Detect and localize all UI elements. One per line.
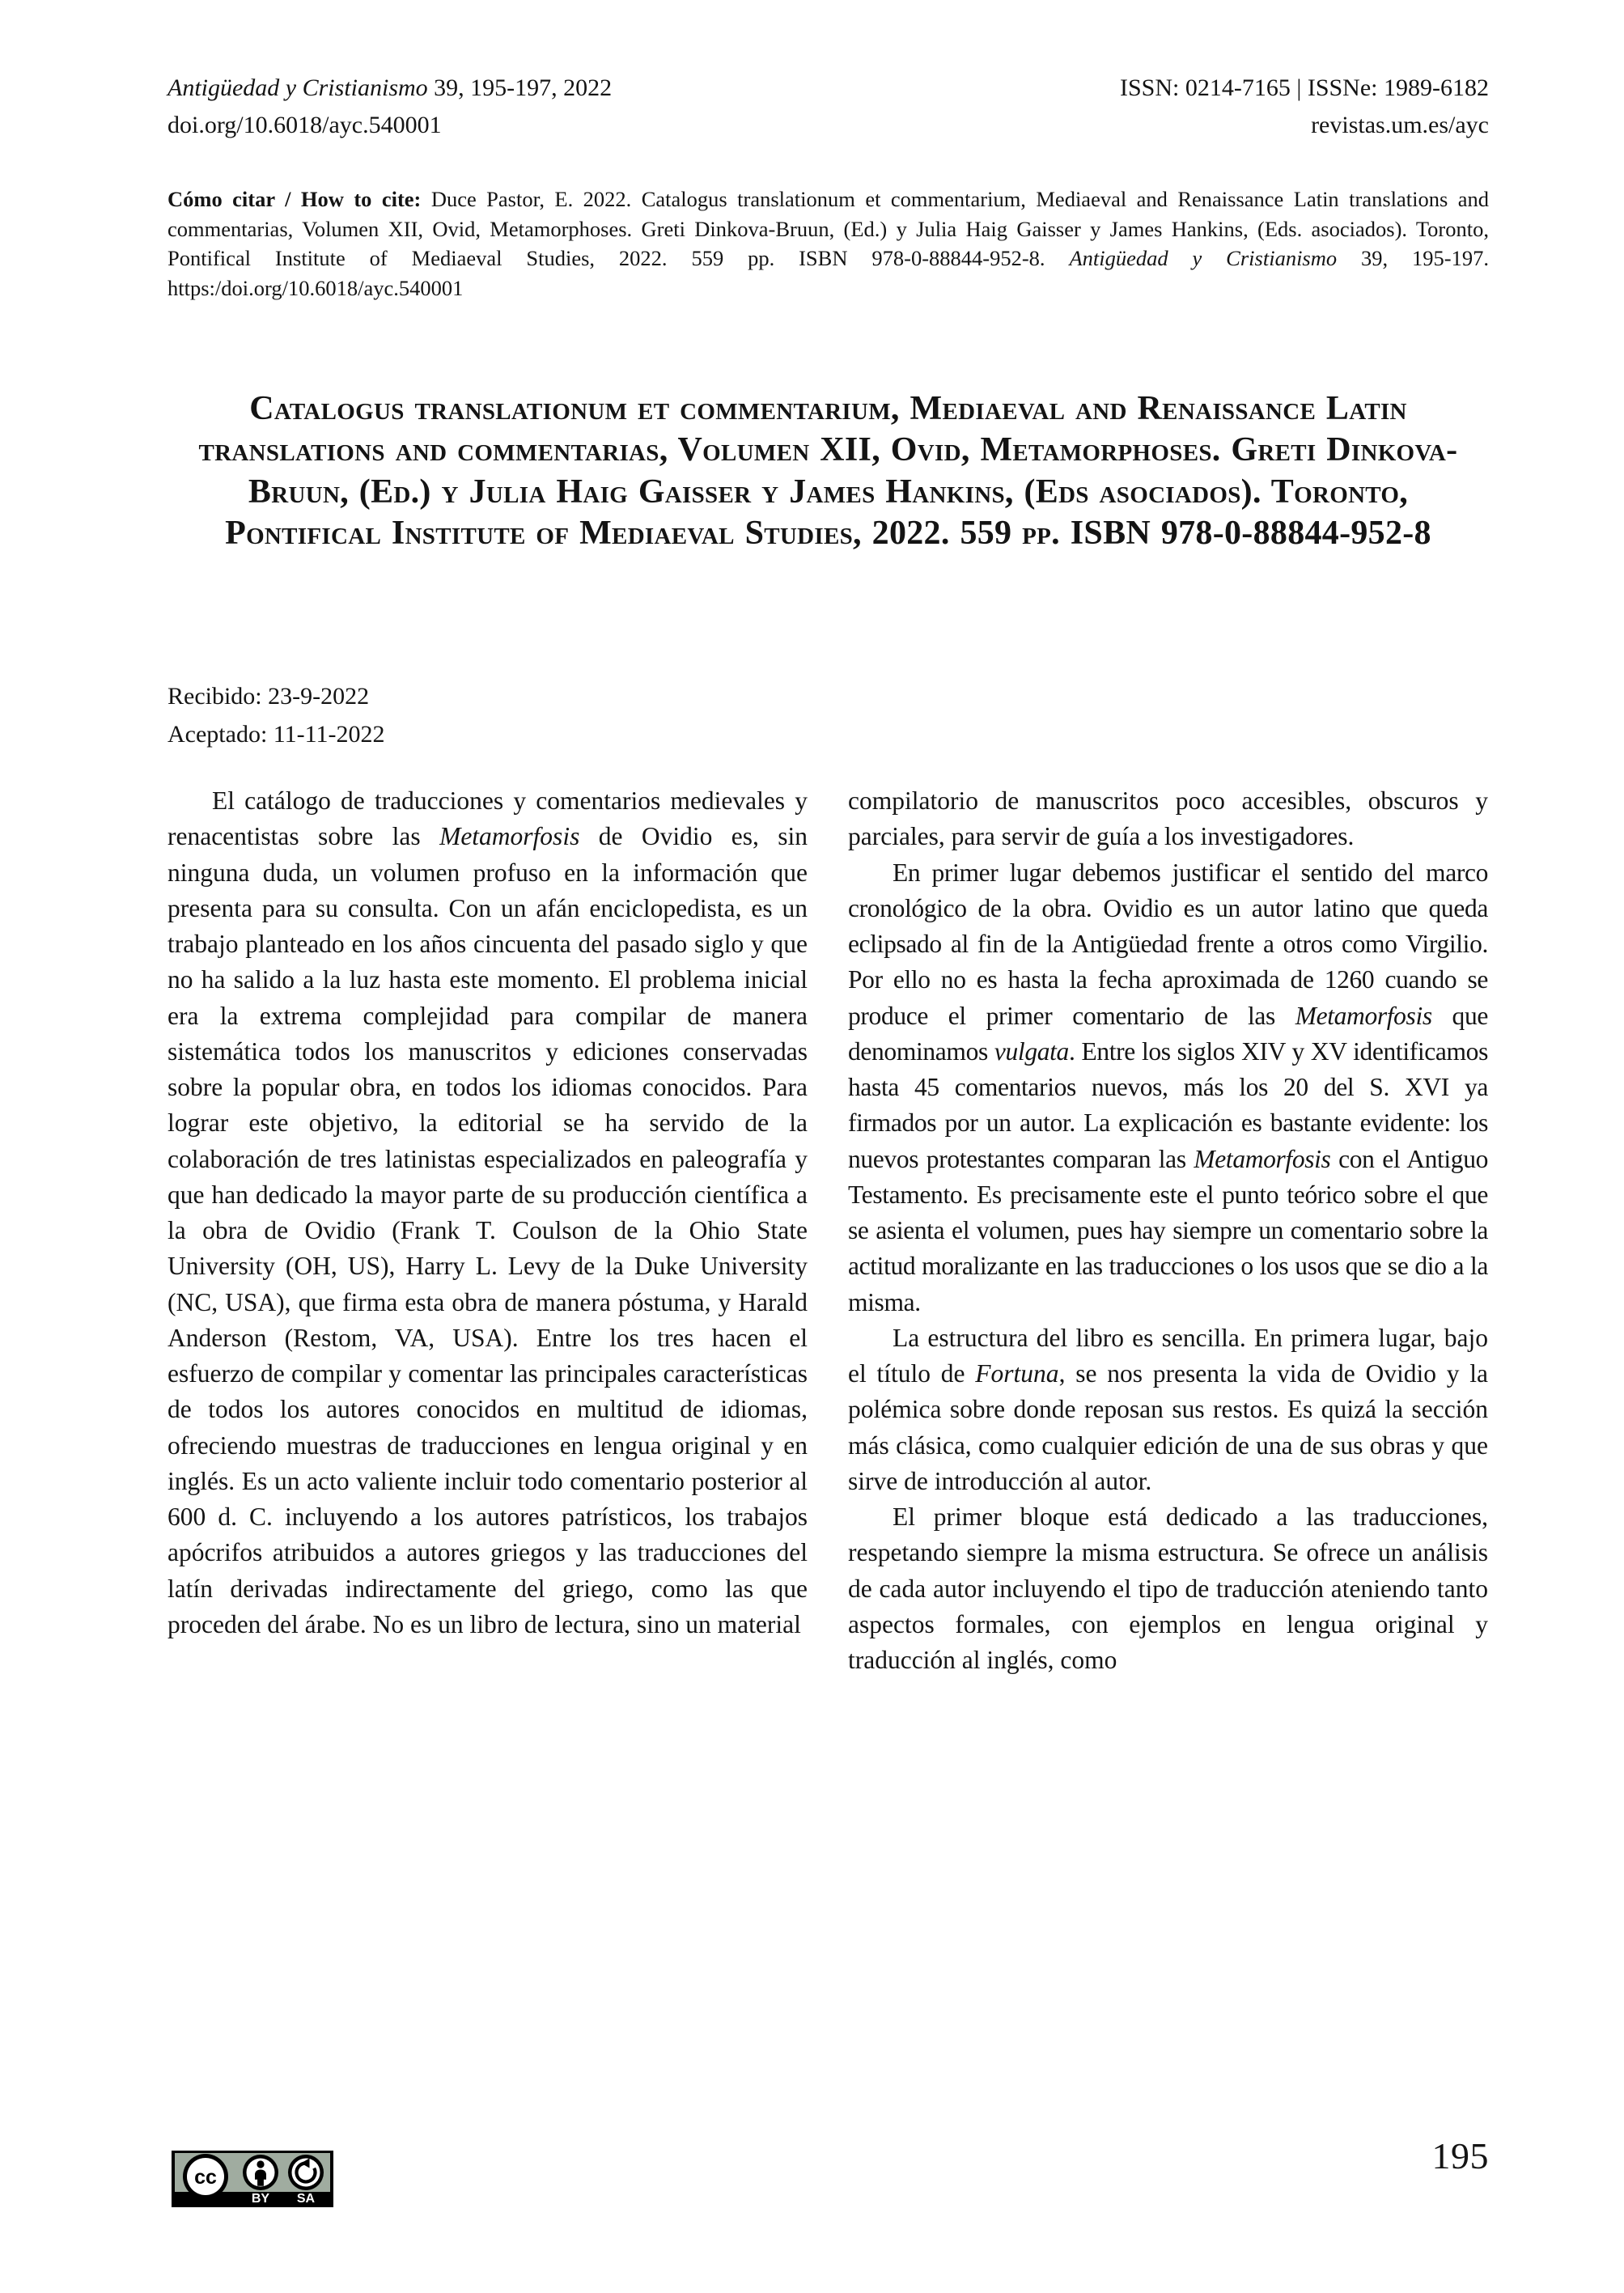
cc-by-sa-license-badge[interactable] xyxy=(172,2151,333,2207)
how-to-cite-label: Cómo citar / How to cite: xyxy=(167,187,422,211)
paragraph-2-italic-metamorfosis-2: Metamorfosis xyxy=(1194,1144,1331,1173)
paragraph-1 xyxy=(167,783,808,1642)
how-to-cite-block xyxy=(167,184,1489,303)
paragraph-3-text-a: La estructura del libro es sencilla. En primera lugar, bajo el título de xyxy=(848,1323,1488,1388)
paragraph-2 xyxy=(848,855,1488,1320)
paragraph-3 xyxy=(848,1320,1488,1499)
article-body xyxy=(167,783,1489,2086)
journal-volume-pages-year: 39, 195-197, 2022 xyxy=(427,74,613,101)
journal-citation-line xyxy=(167,70,612,107)
paragraph-2-text-c: . Entre los siglos XIV y XV identificamos hasta 45 comentarios nuevos, más los 20 del S. XVI ya firmados por un autor. La explicación es bastante evidente: los nuevos protestantes comparan las xyxy=(848,1036,1488,1173)
how-to-cite-text-part-2: 39, 195-197. https:/doi.org/10.6018/ayc.540001 xyxy=(167,246,1490,300)
paragraph-1-text-b: de Ovidio es, sin ninguna duda, un volumen profuso en la información que presenta para su consulta. Con un afán enciclopedista, es un trabajo planteado en los años cincuenta del pasado siglo y que no ha salido a la luz hasta este momento. El problema inicial era la extrema complejidad para compilar de manera sistemática todos los manuscritos y ediciones conservadas sobre la popular obra, en todos los idiomas conocidos. Para lograr este objetivo, la editorial se ha servido de la colaboración de tres latinistas especializados en paleografía y que han dedicado la mayor parte de su producción científica a la obra de Ovidio (Frank T. Coulson de la Ohio State University (OH, US), Harry L. Levy de la Duke University (NC, USA), que firma esta obra de manera póstuma, y Harald Anderson (Restom, VA, USA). Entre los tres hacen el esfuerzo de compilar y comentar las principales características de todos los autores conocidos en multitud de idiomas, ofreciendo muestras de traducciones en lengua original y en inglés. Es un acto valiente incluir todo comentario posterior al 600 d. C. incluyendo a los autores patrísticos, los trabajos apócrifos atribuidos a autores griegos y las traducciones del latín derivadas indirectamente del griego, como las que proceden del árabe. No es un libro de lectura, sino un material xyxy=(167,822,808,1638)
journal-name: Antigüedad y Cristianismo xyxy=(167,74,428,101)
page-footer xyxy=(0,2120,1624,2282)
paragraph-1-continuation: compilatorio de manuscritos poco accesibles, obscuros y parciales, para servir de guía a los investigadores. xyxy=(848,786,1488,851)
svg-text:BY: BY xyxy=(251,2192,270,2206)
paragraph-1-text-a: El catálogo de traducciones y comentarios medievales y renacentistas sobre las xyxy=(167,786,808,851)
svg-text:SA: SA xyxy=(296,2192,316,2206)
masthead xyxy=(167,70,1489,143)
masthead-row-2 xyxy=(167,107,1489,144)
masthead-row-1 xyxy=(167,70,1489,107)
date-accepted: Aceptado: 11-11-2022 xyxy=(167,720,385,748)
body-column-left xyxy=(167,783,808,2086)
cc-by-sa-icon xyxy=(172,2151,333,2207)
paragraph-2-text-a: En primer lugar debemos justificar el sentido del marco cronológico de la obra. Ovidio es un autor latino que queda eclipsado al fin de la Antigüedad frente a otros como Virgilio. Por ello no es hasta la fecha aproximada de 1260 cuando se produce el primer comentario de las xyxy=(848,858,1488,1030)
how-to-cite-text-part-1: Duce Pastor, E. 2022. Catalogus translationum et commentarium, Mediaeval and Renaissance Latin translations and commentarias, Volumen XII, Ovid, Metamorphoses. Greti Dinkova-Bruun, (Ed.) y Julia Haig Gaisser y James Hankins, (Eds. asociados). Toronto, Pontifical Institute of Mediaeval Studies, 2022. 559 pp. ISBN 978-0-88844-952-8. xyxy=(167,187,1490,271)
paragraph-2-text-d: con el Antiguo Testamento. Es precisamente este el punto teórico sobre el que se asienta el volumen, pues hay siempre un comentario sobre la actitud moralizante en las traducciones o los usos que se dio a la misma. xyxy=(848,1144,1489,1316)
paragraph-2-text-b: que denominamos xyxy=(848,1001,1488,1066)
paragraph-3-text-b: , se nos presenta la vida de Ovidio y la polémica sobre donde reposan sus restos. Es quizá la sección más clásica, como cualquier edición de una de sus obras y que sirve de introducción al autor. xyxy=(848,1359,1488,1495)
journal-website-link[interactable]: revistas.um.es/ayc xyxy=(1311,111,1489,138)
page-number: 195 xyxy=(1431,2135,1489,2176)
article-dates xyxy=(167,678,815,754)
paragraph-4: El primer bloque está dedicado a las traducciones, respetando siempre la misma estructura. Se ofrece un análisis de cada autor incluyendo el tipo de traducción ateniendo tanto aspectos formales, con ejemplos en lengua original y traducción al inglés, como xyxy=(848,1503,1488,1674)
date-received: Recibido: 23-9-2022 xyxy=(167,683,370,710)
how-to-cite-journal-name: Antigüedad y Cristianismo xyxy=(1069,246,1338,271)
body-column-right xyxy=(848,783,1488,2086)
paragraph-1-italic-metamorfosis: Metamorfosis xyxy=(439,822,580,851)
svg-text:cc: cc xyxy=(194,2166,217,2189)
issn-line: ISSN: 0214-7165 | ISSNe: 1989-6182 xyxy=(1119,74,1489,101)
doi-link[interactable]: doi.org/10.6018/ayc.540001 xyxy=(167,111,442,138)
paragraph-3-italic-fortuna: Fortuna xyxy=(975,1359,1059,1388)
paragraph-2-italic-vulgata: vulgata xyxy=(994,1036,1069,1066)
page-title: Catalogus translationum et commentarium, Mediaeval and Renaissance Latin translations and commentarias, Volumen XII, Ovid, Metamorphoses. Greti Dinkova-Bruun, (Ed.) y Julia Haig Gaisser y James Hankins, (Eds asociados). Toronto, Pontifical Institute of Mediaeval Studies, 2022. 559 pp. ISBN 978-0-88844-952-8 xyxy=(198,390,1458,552)
paragraph-2-italic-metamorfosis-1: Metamorfosis xyxy=(1295,1001,1432,1030)
